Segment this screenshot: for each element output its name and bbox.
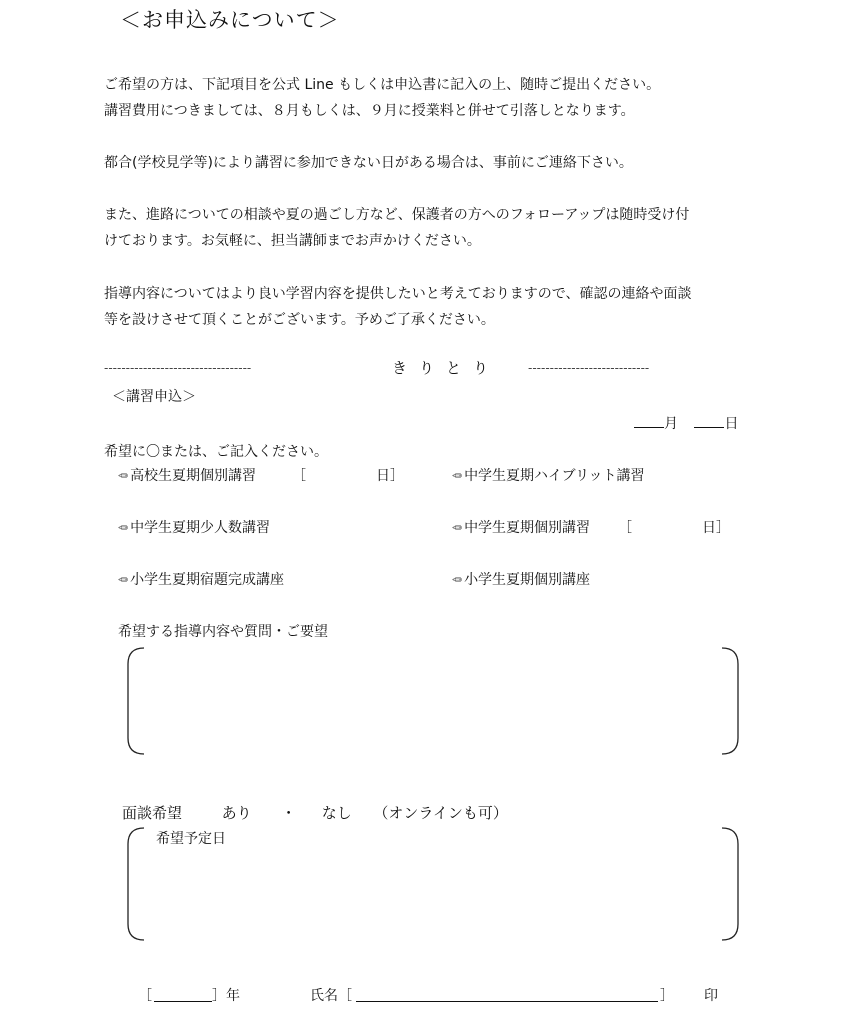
month-label: 月 — [664, 416, 678, 432]
option-junior-small-group[interactable] — [118, 517, 270, 537]
paragraph-line: 等を設けさせて頂くことがございます。予めご了承ください。 — [104, 312, 495, 328]
name-close: ］ — [660, 988, 674, 1004]
high-days-open: ［ — [292, 468, 306, 484]
name-blank[interactable] — [356, 1001, 658, 1002]
paragraph-line: ご希望の方は、下記項目を公式 Line もしくは申込書に記入の上、随時ご提出ください。 — [104, 77, 661, 93]
day-label: 日 — [724, 416, 739, 432]
grade-suffix: ］年 — [212, 988, 240, 1004]
request-textbox[interactable] — [124, 646, 744, 758]
preferred-date-label: 希望予定日 — [156, 831, 226, 847]
form-subhead: ＜講習申込＞ — [112, 389, 196, 405]
paragraph-line: けております。お気軽に、担当講師までお声かけください。 — [104, 233, 481, 249]
paragraph-guidance — [104, 281, 691, 333]
request-label: 希望する指導内容や質問・ご要望 — [118, 624, 328, 640]
interview-yes[interactable]: あり — [221, 804, 252, 822]
form-instruction: 希望に〇または、ご記入ください。 — [104, 444, 328, 460]
option-label: 中学生夏期ハイブリット講習 — [464, 468, 645, 484]
option-label: 高校生夏期個別講習 — [130, 468, 257, 484]
option-high-individual[interactable] — [118, 465, 256, 485]
name-label: 氏名［ — [310, 988, 352, 1004]
grade-blank[interactable] — [154, 1001, 212, 1002]
pencil-icon: ✏ — [118, 573, 129, 587]
option-elementary-homework[interactable] — [118, 569, 284, 589]
pencil-icon: ✏ — [118, 469, 129, 483]
paragraph-line: また、進路についての相談や夏の過ごし方など、保護者の方へのフォローアップは随時受け付 — [104, 207, 690, 223]
cut-label: きりとり — [392, 359, 501, 377]
option-junior-hybrid[interactable] — [452, 465, 645, 485]
date-field — [634, 413, 738, 433]
interview-no[interactable]: なし — [321, 804, 352, 822]
paragraph-absence — [104, 150, 633, 176]
interview-row — [122, 802, 508, 823]
page-title: ＜お申込みについて＞ — [120, 8, 340, 32]
junior-days-open: ［ — [618, 520, 632, 536]
option-label: 中学生夏期個別講習 — [464, 520, 591, 536]
day-blank[interactable] — [694, 413, 724, 428]
option-junior-individual[interactable] — [452, 517, 590, 537]
month-blank[interactable] — [634, 413, 664, 428]
interview-separator: ・ — [281, 804, 297, 822]
pencil-icon: ✏ — [452, 521, 463, 535]
option-label: 小学生夏期個別講座 — [464, 572, 591, 588]
cut-line-left: ---------------------------------- — [104, 361, 252, 375]
paragraph-submission — [104, 72, 660, 124]
option-elementary-individual[interactable] — [452, 569, 590, 589]
seal-label: 印 — [704, 988, 718, 1004]
pencil-icon: ✏ — [452, 573, 463, 587]
option-label: 中学生夏期少人数講習 — [130, 520, 271, 536]
paragraph-line: 講習費用につきましては、８月もしくは、９月に授業料と併せて引落しとなります。 — [104, 103, 635, 119]
junior-days-close: 日］ — [702, 520, 730, 536]
paragraph-line: 都合(学校見学等)により講習に参加できない日がある場合は、事前にご連絡下さい。 — [104, 155, 633, 171]
grade-open: ［ — [138, 988, 152, 1004]
pencil-icon: ✏ — [118, 521, 129, 535]
pencil-icon: ✏ — [452, 469, 463, 483]
cut-line-right: ---------------------------- — [528, 361, 650, 375]
paragraph-followup — [104, 202, 689, 254]
interview-online-note: （オンラインも可） — [373, 804, 508, 822]
interview-label: 面談希望 — [122, 804, 183, 822]
paragraph-line: 指導内容についてはより良い学習内容を提供したいと考えておりますので、確認の連絡や面談 — [104, 286, 692, 302]
option-label: 小学生夏期宿題完成講座 — [130, 572, 285, 588]
high-days-close: 日］ — [376, 468, 404, 484]
